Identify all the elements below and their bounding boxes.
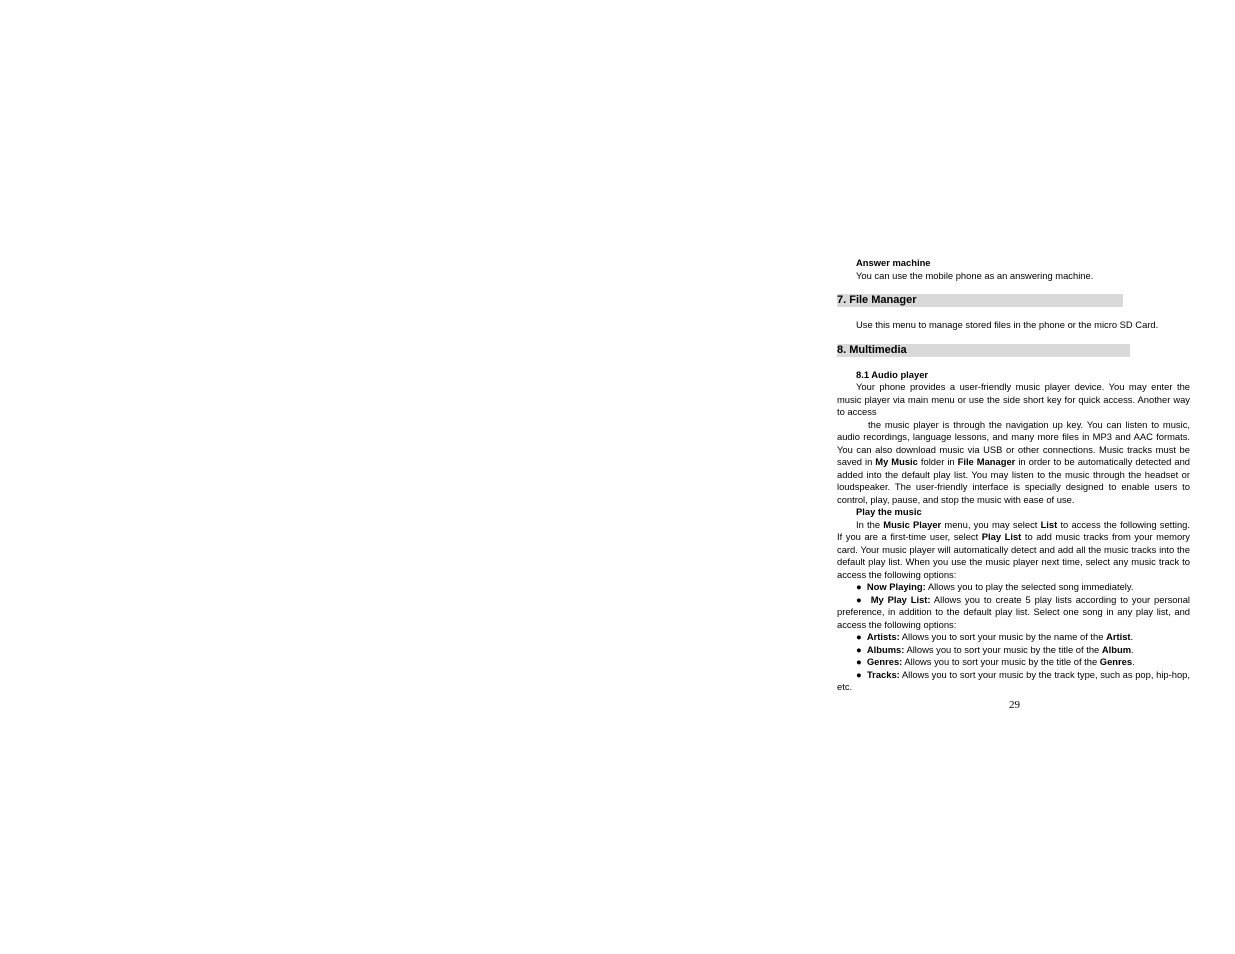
play-music-paragraph: In the Music Player menu, you may select List to access the following setting. If you are a first-time user, select Play List to add music tracks from your memory card. Your music player will automatically detect and add all the music tracks into the default play list. When you use the music player next time, select any music track to access the following options: — [837, 518, 1190, 580]
music-player-term: Music Player — [883, 518, 942, 530]
bullet-icon: ● — [856, 643, 867, 655]
answer-machine-heading: Answer machine — [856, 257, 931, 268]
bullet-icon: ● — [856, 656, 867, 667]
bullet-icon: ● — [856, 593, 871, 605]
file-manager-term: File Manager — [957, 456, 1016, 467]
bullet-icon: ● — [856, 668, 867, 680]
audio-player-paragraph-1: Your phone provides a user-friendly music player device. You may enter the music player via main menu or use the side short key for quick access. Another way to access — [837, 381, 1190, 417]
list-item: ● Now Playing: Allows you to play the selected song immediately. — [856, 581, 1134, 592]
list-item: ● Genres: Allows you to sort your music by the title of the Genres. — [856, 656, 1135, 667]
list-term: List — [1040, 518, 1058, 530]
play-music-heading: Play the music — [856, 506, 922, 517]
my-music-term: My Music — [875, 456, 918, 467]
answer-machine-text: You can use the mobile phone as an answering machine. — [856, 269, 1094, 281]
list-item: ● My Play List: Allows you to create 5 play lists according to your personal preference, in addition to the default play list. Select one song in any play list, and access the following options: — [837, 593, 1190, 630]
file-manager-text: Use this menu to manage stored files in the phone or the micro SD Card. — [856, 319, 1159, 330]
options-list — [837, 581, 1190, 694]
bullet-icon: ● — [856, 631, 867, 642]
audio-player-heading: 8.1 Audio player — [856, 368, 929, 380]
bullet-icon: ● — [856, 581, 867, 592]
play-list-term: Play List — [981, 531, 1022, 542]
audio-player-paragraph-2: the music player is through the navigation up key. You can listen to music, audio recordings, language lessons, and many more files in MP3 and AAC formats. You can also download music via USB or other connections. Music tracks must be saved in My Music folder in File Manager in order to be automatically detected and added into the default play list. You may listen to the music through the headset or loudspeaker. The user-friendly interface is specially designed to enable users to control, play, pause, and stop the music with ease of use. — [837, 418, 1191, 505]
list-item: ● Albums: Allows you to sort your music by the title of the Album. — [856, 643, 1134, 655]
list-item: ● Tracks: Allows you to sort your music by the track type, such as pop, hip-hop, etc. — [837, 668, 1190, 692]
list-item: ● Artists: Allows you to sort your music by the name of the Artist. — [856, 631, 1134, 642]
page-number: 29 — [1009, 698, 1020, 711]
file-manager-heading: 7. File Manager — [837, 294, 1123, 307]
document-page — [837, 257, 1190, 711]
multimedia-heading: 8. Multimedia — [837, 344, 1130, 357]
